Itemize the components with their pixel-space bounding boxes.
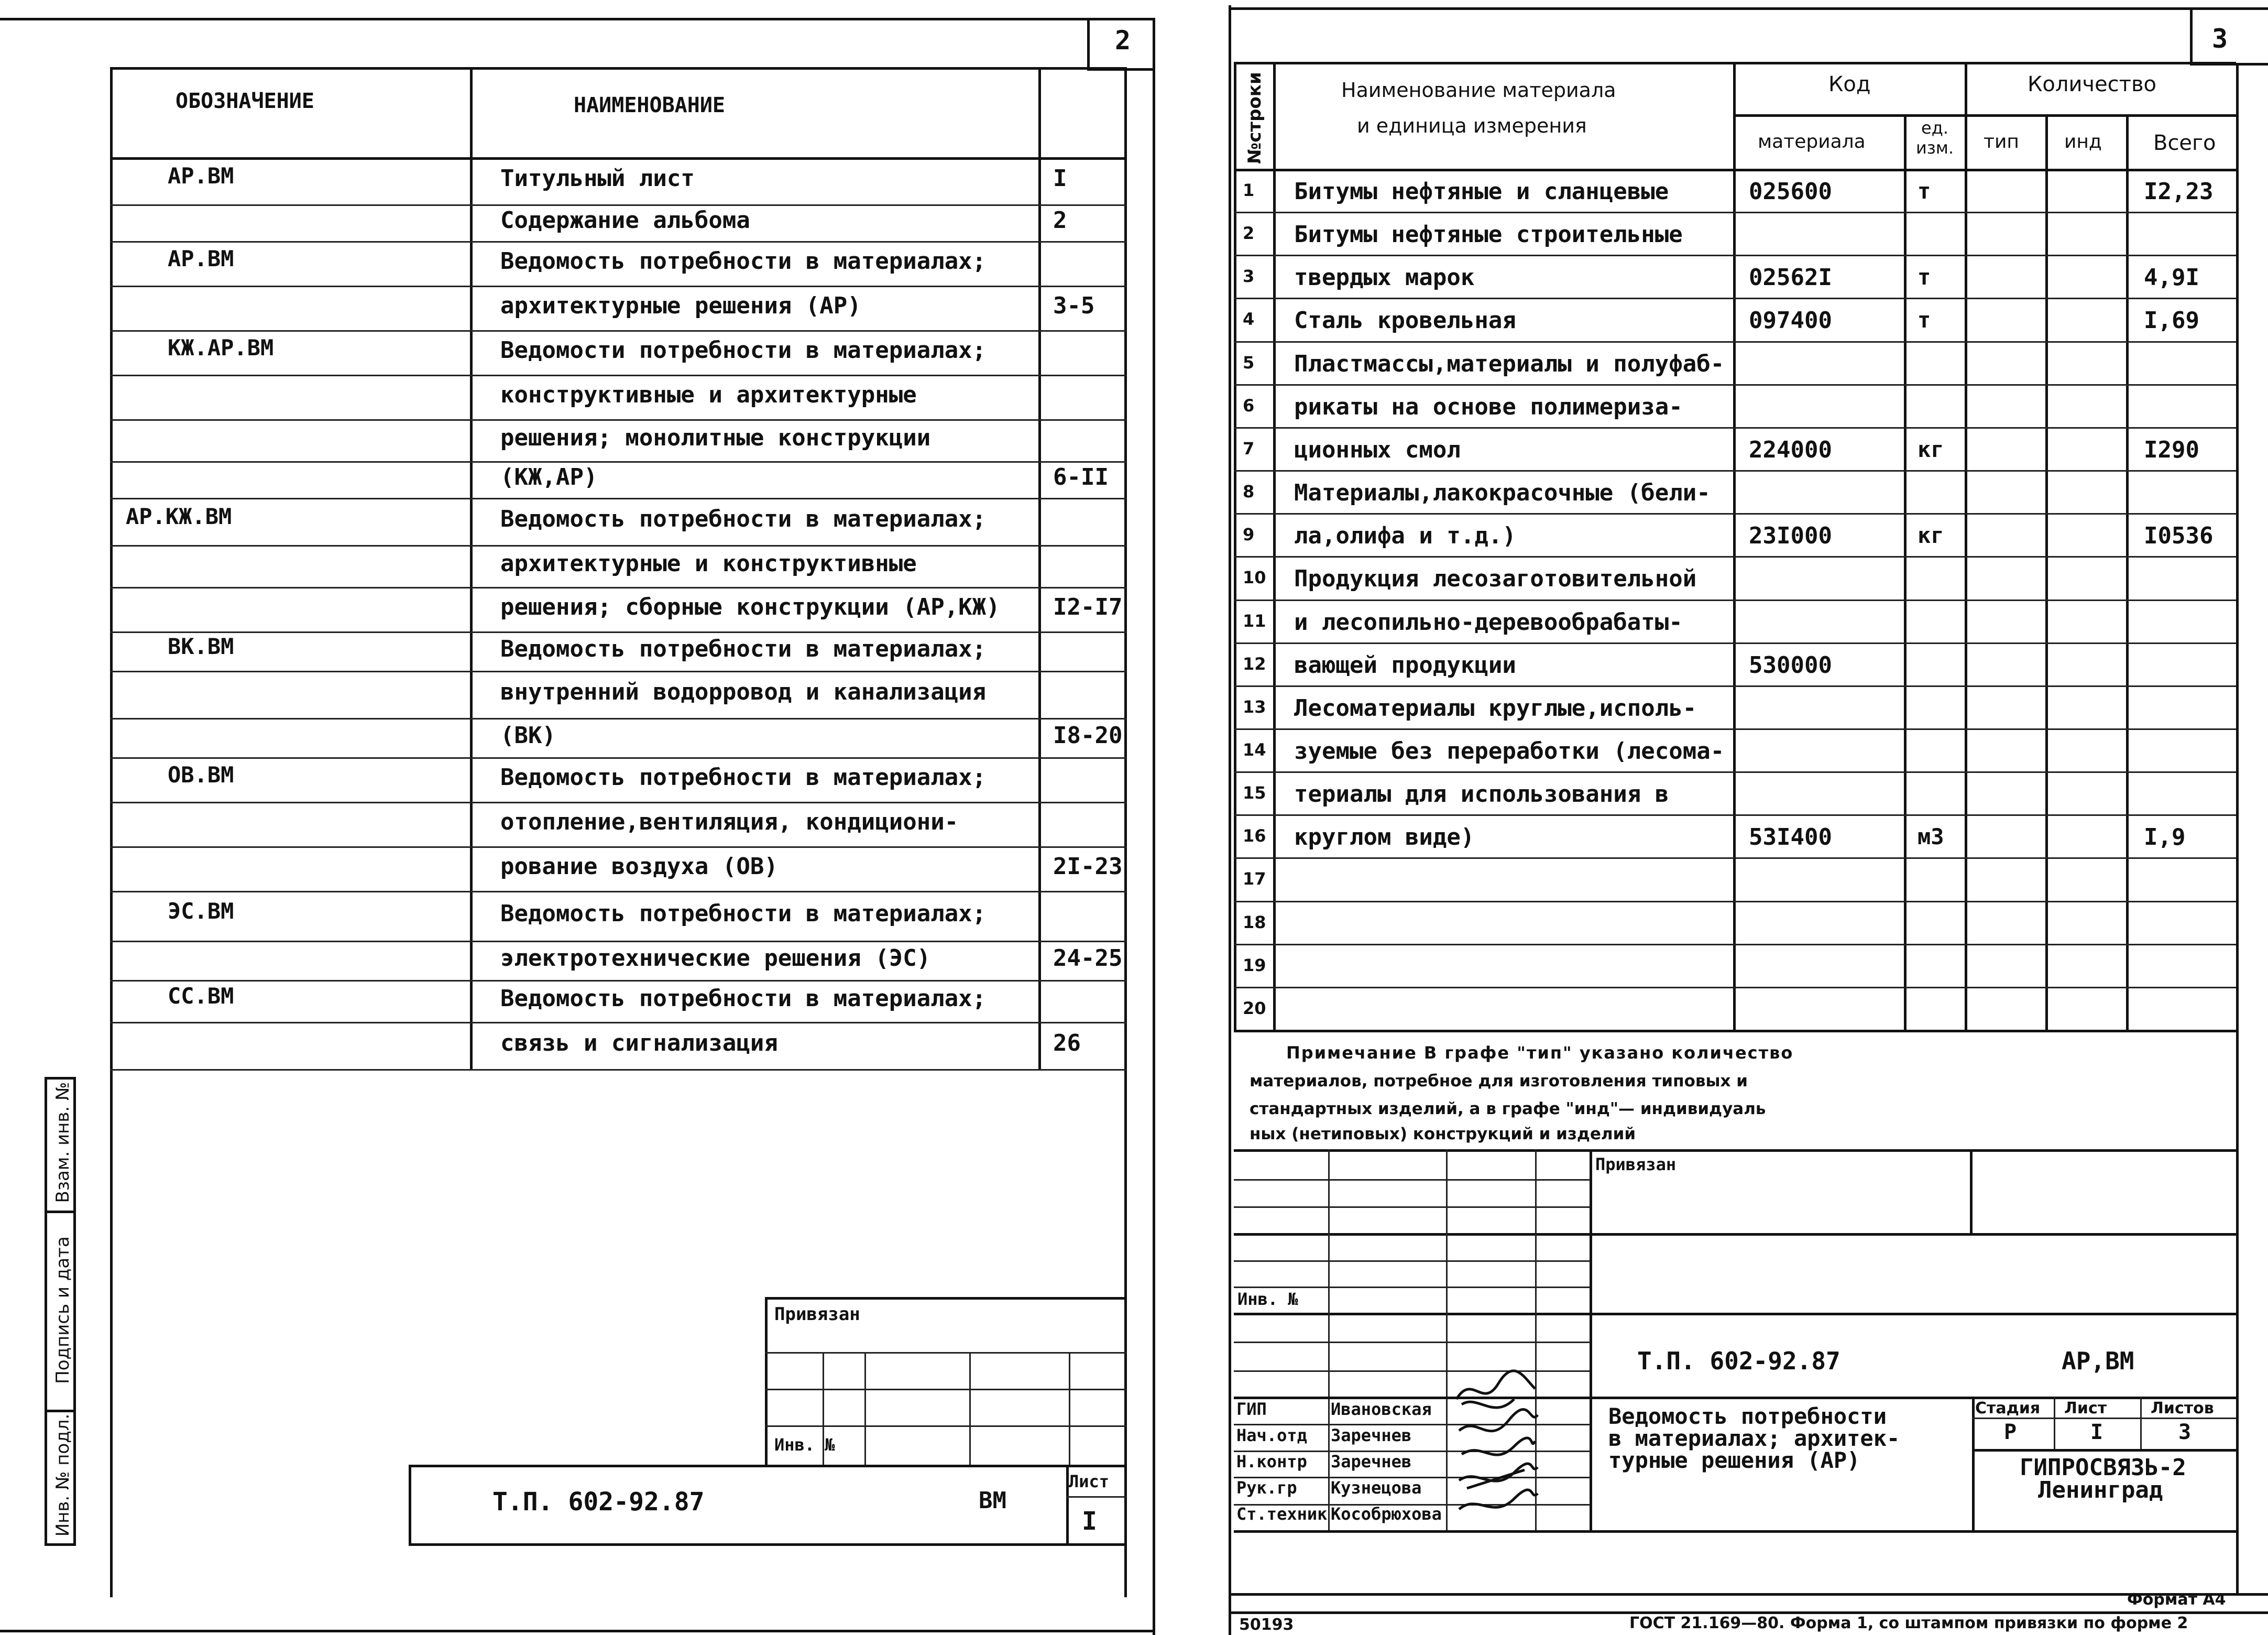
row-code: 23I000 xyxy=(1749,522,1832,550)
row-number: 12 xyxy=(1243,653,1266,674)
row-name: (ВК) xyxy=(500,722,556,749)
signatures xyxy=(1451,1362,1546,1535)
row-number: 4 xyxy=(1243,309,1255,330)
row-name: Ведомости потребности в материалах; xyxy=(500,336,987,364)
sheet-label: Лист xyxy=(2064,1399,2107,1418)
row-code: АР.КЖ.ВМ xyxy=(126,504,232,529)
header-designation: ОБОЗНАЧЕНИЕ xyxy=(176,89,314,113)
row-number: 10 xyxy=(1243,568,1266,588)
row-name: связь и сигнализация xyxy=(500,1030,778,1056)
header-code-unit: ед. изм. xyxy=(1915,118,1954,158)
row-name: рование воздуха (ОВ) xyxy=(500,853,778,880)
row-material: Битумы нефтяные строительные xyxy=(1294,221,1683,248)
left-sheet-label: Лист xyxy=(1069,1472,1110,1491)
header-code: Код xyxy=(1828,72,1871,96)
row-number: 6 xyxy=(1243,395,1255,416)
doc-title-1: Ведомость потребности xyxy=(1608,1403,1887,1429)
row-number: 8 xyxy=(1243,482,1255,502)
row-unit: кг xyxy=(1918,522,1944,549)
sheet-value: I xyxy=(2090,1420,2103,1444)
header-q-total: Всего xyxy=(2153,131,2216,155)
row-unit: м3 xyxy=(1918,824,1944,850)
row-name: внутренний водорровод и канализация xyxy=(500,679,987,705)
row-name: решения; монолитные конструкции xyxy=(500,424,931,451)
header-row-no: №строки xyxy=(1244,72,1265,164)
row-unit: т xyxy=(1918,307,1931,333)
row-number: 1 xyxy=(1243,180,1255,200)
row-code: 53I400 xyxy=(1749,824,1832,851)
row-sheet: I xyxy=(1053,165,1067,192)
row-total: I2,23 xyxy=(2144,178,2214,205)
footer-left: 50193 xyxy=(1239,1616,1294,1634)
row-material: Битумы нефтяные и сланцевые xyxy=(1294,178,1669,205)
row-name: электротехнические решения (ЭС) xyxy=(500,944,931,972)
row-name: архитектурные и конструктивные xyxy=(500,550,917,577)
row-total: I0536 xyxy=(2144,522,2214,550)
row-code: СС.ВМ xyxy=(168,983,234,1009)
row-code: 530000 xyxy=(1749,651,1832,679)
left-doc-mark: ВМ xyxy=(979,1487,1006,1514)
stage-label: Стадия xyxy=(1975,1399,2041,1418)
row-name: Ведомость потребности в материалах; xyxy=(500,506,987,532)
header-name: НАИМЕНОВАНИЕ xyxy=(574,93,725,117)
stamp-person: Ивановская xyxy=(1331,1399,1432,1419)
row-number: 5 xyxy=(1243,352,1255,373)
row-material: ла,олифа и т.д.) xyxy=(1294,522,1516,550)
row-name: (КЖ,АР) xyxy=(500,464,598,490)
row-sheet: I8-20 xyxy=(1053,722,1123,749)
note-line-2: материалов, потребное для изготовления типовых и xyxy=(1250,1072,1748,1091)
row-total: I,69 xyxy=(2144,307,2199,334)
header-quantity: Количество xyxy=(2028,72,2157,96)
row-name: архитектурные решения (АР) xyxy=(500,292,861,319)
row-material: рикаты на основе полимериза- xyxy=(1294,393,1683,420)
row-number: 16 xyxy=(1243,826,1266,846)
row-material: Продукция лесозаготовительной xyxy=(1294,565,1697,593)
row-name: Ведомость потребности в материалах; xyxy=(500,247,987,275)
header-q-type: тип xyxy=(1984,131,2019,152)
note-line-1: Примечание В графе "тип" указано количество xyxy=(1286,1043,1794,1063)
row-name: отопление,вентиляция, кондициони- xyxy=(500,808,959,835)
sheets-value: 3 xyxy=(2178,1420,2192,1444)
row-code: 02562I xyxy=(1749,264,1832,291)
row-code: КЖ.АР.ВМ xyxy=(168,334,274,361)
stamp-person: Заречнев xyxy=(1331,1452,1412,1472)
row-material: Пластмассы,материалы и полуфаб- xyxy=(1294,350,1725,377)
org-line-1: ГИПРОСВЯЗЬ-2 xyxy=(2020,1454,2186,1481)
row-total: 4,9I xyxy=(2144,264,2199,291)
row-material: Материалы,лакокрасочные (бели- xyxy=(1294,479,1711,507)
row-code: АР.ВМ xyxy=(168,245,234,271)
side-stamp-inv: Инв. № подл. xyxy=(52,1413,73,1537)
row-sheet: 26 xyxy=(1053,1030,1081,1056)
row-unit: т xyxy=(1918,178,1931,204)
row-name: решения; сборные конструкции (АР,КЖ) xyxy=(500,593,1000,620)
row-number: 15 xyxy=(1243,783,1266,803)
row-name: Содержание альбома xyxy=(500,207,750,234)
right-doc-code: Т.П. 602-92.87 xyxy=(1637,1347,1840,1375)
stamp-role: Н.контр xyxy=(1236,1452,1307,1472)
row-name: Ведомость потребности в материалах; xyxy=(500,900,987,927)
row-number: 2 xyxy=(1243,223,1255,244)
row-material: ционных смол xyxy=(1294,436,1461,463)
side-stamp-sign: Подпись и дата xyxy=(52,1236,73,1384)
right-sheet-number: 3 xyxy=(2212,24,2228,54)
row-name: Ведомость потребности в материалах; xyxy=(500,764,987,791)
right-bound-label: Привязан xyxy=(1595,1154,1677,1174)
row-number: 13 xyxy=(1243,696,1266,717)
row-material: Сталь кровельная xyxy=(1294,307,1516,334)
row-total: I290 xyxy=(2144,436,2199,463)
row-name: Ведомость потребности в материалах; xyxy=(500,985,987,1012)
format-label: Формат А4 xyxy=(2127,1590,2226,1609)
row-sheet: 2I-23 xyxy=(1053,853,1123,880)
left-sheet-value: I xyxy=(1082,1507,1097,1536)
row-material: круглом виде) xyxy=(1294,824,1475,851)
row-unit: кг xyxy=(1918,436,1944,462)
row-number: 18 xyxy=(1243,912,1266,932)
row-sheet: 2 xyxy=(1053,207,1067,234)
row-number: 14 xyxy=(1243,739,1266,760)
row-material: Лесоматериалы круглые,исполь- xyxy=(1294,694,1697,722)
row-sheet: I2-I7 xyxy=(1053,593,1123,620)
row-material: зуемые без переработки (лесома- xyxy=(1294,737,1725,765)
row-number: 3 xyxy=(1243,266,1255,287)
left-bound-label: Привязан xyxy=(774,1304,860,1325)
header-q-ind: инд xyxy=(2064,131,2102,152)
stamp-role: Рук.гр xyxy=(1236,1478,1297,1498)
left-doc-code: Т.П. 602-92.87 xyxy=(492,1487,705,1517)
row-code: 097400 xyxy=(1749,307,1832,334)
stamp-role: Нач.отд xyxy=(1236,1425,1307,1445)
row-number: 9 xyxy=(1243,525,1255,545)
stamp-person: Заречнев xyxy=(1331,1425,1412,1445)
row-code: АР.ВМ xyxy=(168,163,234,189)
row-number: 17 xyxy=(1243,869,1266,889)
doc-title-3: турные решения (АР) xyxy=(1608,1447,1860,1473)
row-code: ВК.ВМ xyxy=(168,633,234,659)
stamp-person: Кособрюхова xyxy=(1331,1504,1442,1524)
header-material: Наименование материала xyxy=(1341,79,1616,102)
row-material: твердых марок xyxy=(1294,264,1475,291)
org-line-2: Ленинград xyxy=(2038,1477,2163,1503)
row-number: 7 xyxy=(1243,438,1255,459)
side-stamp-replace: Взам. инв. № xyxy=(52,1082,73,1203)
row-code: 025600 xyxy=(1749,178,1832,205)
row-material: вающей продукции xyxy=(1294,651,1516,679)
stamp-role: Ст.техник xyxy=(1236,1504,1328,1524)
row-sheet: 6-II xyxy=(1053,464,1109,490)
header-material-unit: и единица измерения xyxy=(1357,114,1587,137)
right-inv-label: Инв. № xyxy=(1237,1289,1298,1309)
row-name: Ведомость потребности в материалах; xyxy=(500,635,987,662)
row-number: 20 xyxy=(1243,998,1266,1018)
header-code-material: материала xyxy=(1758,131,1866,152)
row-name: конструктивные и архитектурные xyxy=(500,381,917,408)
row-sheet: 24-25 xyxy=(1053,944,1123,972)
right-doc-mark: АР,ВМ xyxy=(2062,1347,2134,1375)
stamp-person: Кузнецова xyxy=(1331,1478,1422,1498)
row-unit: т xyxy=(1918,264,1931,290)
row-name: Титульный лист xyxy=(500,165,695,192)
row-number: 19 xyxy=(1243,955,1266,975)
stage-value: Р xyxy=(2004,1420,2017,1444)
row-code: 224000 xyxy=(1749,436,1832,463)
row-number: 11 xyxy=(1243,611,1266,631)
left-sheet-number: 2 xyxy=(1115,25,1131,56)
row-total: I,9 xyxy=(2144,824,2186,851)
stamp-role: ГИП xyxy=(1236,1399,1267,1419)
row-sheet: 3-5 xyxy=(1053,292,1095,319)
row-code: ОВ.ВМ xyxy=(168,761,234,788)
doc-title-2: в материалах; архитек- xyxy=(1608,1425,1900,1451)
row-material: и лесопильно-деревообрабаты- xyxy=(1294,608,1683,636)
sheets-label: Листов xyxy=(2151,1399,2214,1418)
row-code: ЭС.ВМ xyxy=(168,898,234,924)
left-inv-label: Инв. № xyxy=(774,1435,835,1455)
footer-right: ГОСТ 21.169—80. Форма 1, со штампом привязки по форме 2 xyxy=(1629,1614,2188,1632)
note-line-4: ных (нетиповых) конструкций и изделий xyxy=(1250,1125,1636,1143)
note-line-3: стандартных изделий, а в графе "инд"— индивидуаль xyxy=(1250,1099,1766,1118)
row-material: териалы для использования в xyxy=(1294,781,1669,808)
